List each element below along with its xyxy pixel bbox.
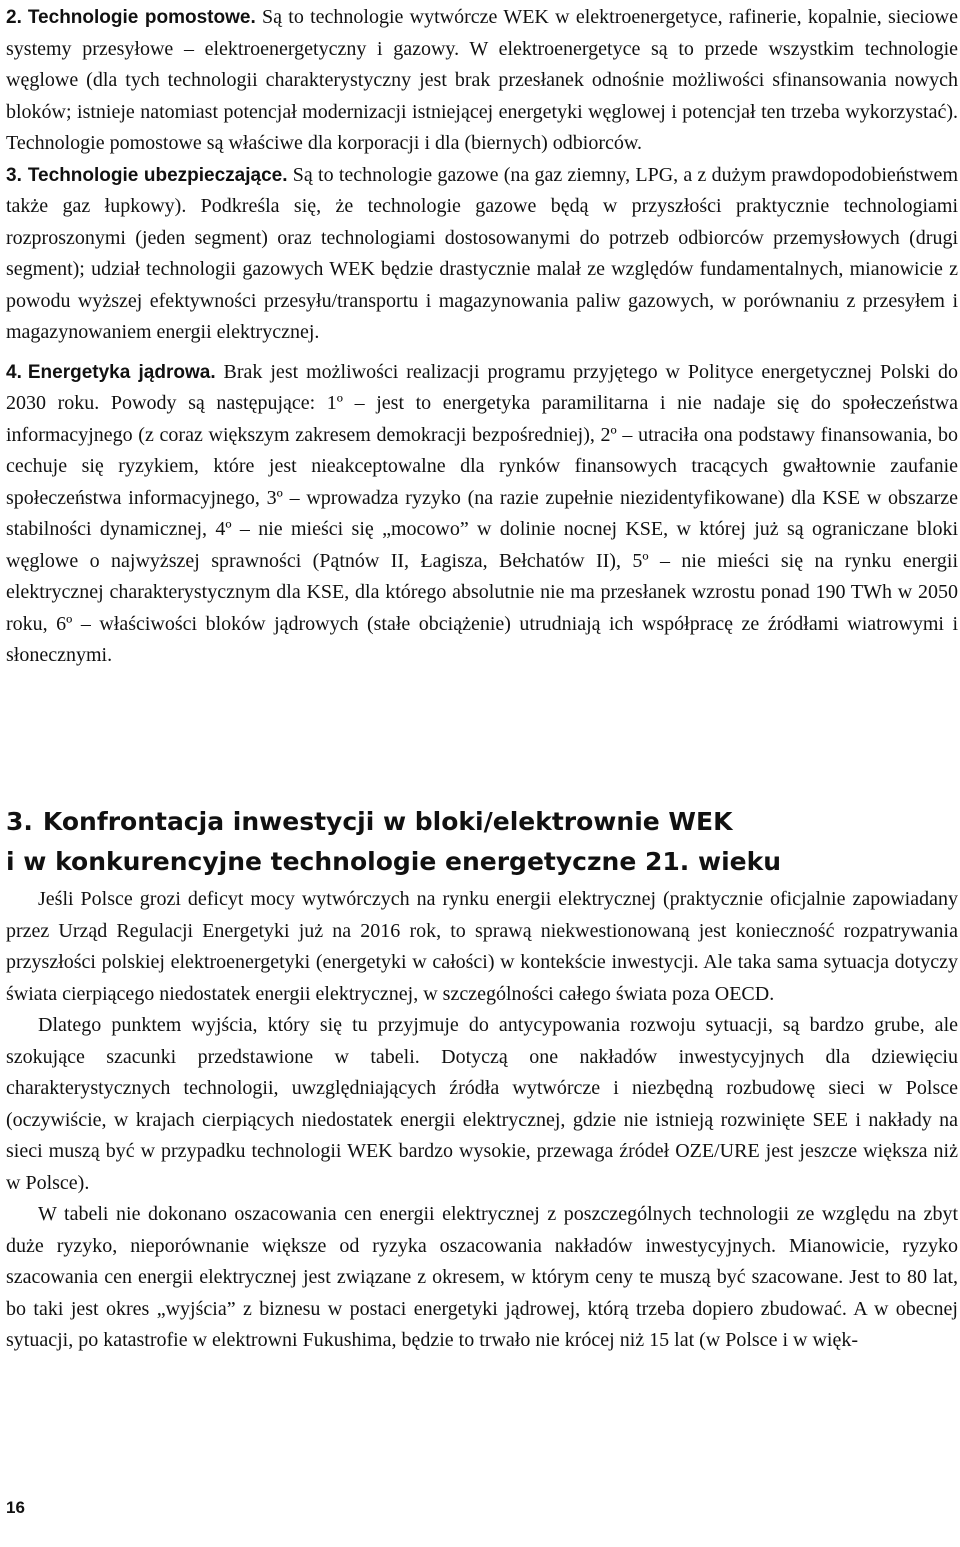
list-item-4	[6, 357, 958, 672]
list-item-3	[6, 160, 958, 349]
paragraph: Jeśli Polsce grozi deficyt mocy wytwórczych na rynku energii elektrycznej (praktycznie oficjalnie zapowiadany przez Urząd Regulacji Energetyki już na 2016 rok, to sprawą niekwestionowaną jest konieczność rozpatrywania przyszłości polskiej elektroenergetyki (energetyki w całości) w kontekście inwestycji. Ale taka sama sytuacja dotyczy świata cierpiącego niedostatek energii elektrycznej, w szczególności całego świata poza OECD.	[6, 888, 958, 1005]
list-item-heading: Technologie ubezpieczające.	[27, 164, 288, 186]
paragraph: Dlatego punktem wyjścia, który się tu przyjmuje do antycypowania rozwoju sytuacji, są bardzo grube, ale szokujące szacunki przedstawione w tabeli. Dotyczą one nakładów inwestycyjnych dla dziewięciu charakterystycznych technologii, uwzględniających źródła wytwórcze i niezbędną rozbudowę sieci w Polsce (oczywiście, w krajach cierpiących niedostatek energii elektrycznej, gdzie nie istnieją rozwinięte SEE i nakłady na sieci muszą być w przypadku technologii WEK bardzo wysokie, przewaga źródeł OZE/URE jest jeszcze większa niż w Polsce).	[6, 1014, 958, 1194]
section-title-line-2: i w konkurencyjne technologie energetyczne 21. wieku	[6, 847, 782, 876]
list-item-text: Są to technologie wytwórcze WEK w elektroenergetyce, rafinerie, kopalnie, sieciowe systemy przesyłowe – elektroenergetyczny i gazowy. W elektroenergetyce są to przede wszystkim technologie węglowe (dla tych technologii charakterystyczny jest brak przesłanek odnośnie możliwości sfinansowania nowych bloków; istnieje natomiast potencjał modernizacji istniejącej energetyki węglowej i potencjał ten trzeba wykorzystać). Technologie pomostowe są właściwe dla korporacji i dla (biernych) odbiorców.	[6, 6, 958, 154]
list-item-heading: Energetyka jądrowa.	[27, 361, 216, 383]
list-item-number: 4.	[6, 361, 22, 383]
list-item-number: 3.	[6, 164, 22, 186]
page-number: 16	[6, 1498, 25, 1517]
section-number: 3.	[6, 807, 33, 836]
list-item-heading: Technologie pomostowe.	[27, 7, 256, 28]
list-item-text: Są to technologie gazowe (na gaz ziemny, LPG, a z dużym prawdopodobieństwem także gaz łupkowy). Podkreśla się, że technologie gazowe będą w przyszłości praktycznie technologiami rozproszonymi (jeden segment) oraz technologiami dostosowanymi do potrzeb odbiorców przemysłowych (drugi segment); udział technologii gazowych WEK będzie drastycznie malał ze względów fundamentalnych, mianowicie z powodu wyższej efektywności przesyłu/transportu i magazynowania paliw gazowych, w porównaniu z przesyłem i magazynowaniem energii elektrycznej.	[6, 163, 958, 343]
section-title-line-1	[6, 802, 958, 842]
numbered-list	[6, 2, 958, 672]
section-title-text-1: Konfrontacja inwestycji w bloki/elektrownie WEK	[42, 807, 733, 836]
list-item-text: Brak jest możliwości realizacji programu przyjętego w Polityce energetycznej Polski do 2030 roku. Powody są następujące: 1º – jest to energetyka paramilitarna i nie nadaje się do społeczeństwa informacyjnego (z coraz większym zakresem demokracji bezpośredniej), 2º – utraciła ona podstawy finansowania, bo cechuje się ryzykiem, które jest nieakceptowalne dla rynków finansowych tracących gwałtownie zaufanie społeczeństwa informacyjnego, 3º – wprowadza ryzyko (na razie zupełnie niezidentyfikowane) dla KSE w obszarze stabilności dynamicznej, 4º – nie mieści się „mocowo” w dolinie nocnej KSE, w której już są ograniczane bloki węglowe o najwyższej sprawności (Pątnów II, Łagisza, Bełchatów II), 5º – nie mieści się na rynku energii elektrycznej charakterystycznym dla KSE, dla którego absolutnie nie ma przesłanek wzrostu ponad 190 TWh w 2050 roku, 6º – właściwości bloków jądrowych (stałe obciążenie) utrudniają ich współpracę ze źródłami wiatrowymi i słonecznymi.	[6, 360, 958, 666]
paragraph: W tabeli nie dokonano oszacowania cen energii elektrycznej z poszczególnych technologii ze względu na zbyt duże ryzyko, nieporównanie większe od ryzyka oszacowania nakładów inwestycyjnych. Mianowicie, ryzyko szacowania cen energii elektrycznej jest związane z okresem, w którym ceny te muszą być szacowane. Jest to 80 lat, bo taki jest okres „wyjścia” z biznesu w postaci energetyki jądrowej, którą trzeba dopiero zbudować. A w obecnej sytuacji, po katastrofie w elektrowni Fukushima, będzie to trwało nie krócej niż 15 lat (w Polsce i w więk-	[6, 1203, 958, 1351]
list-item-2	[6, 2, 958, 160]
list-item-number: 2.	[6, 7, 22, 28]
section-body	[6, 884, 958, 1357]
section-heading	[6, 802, 958, 882]
